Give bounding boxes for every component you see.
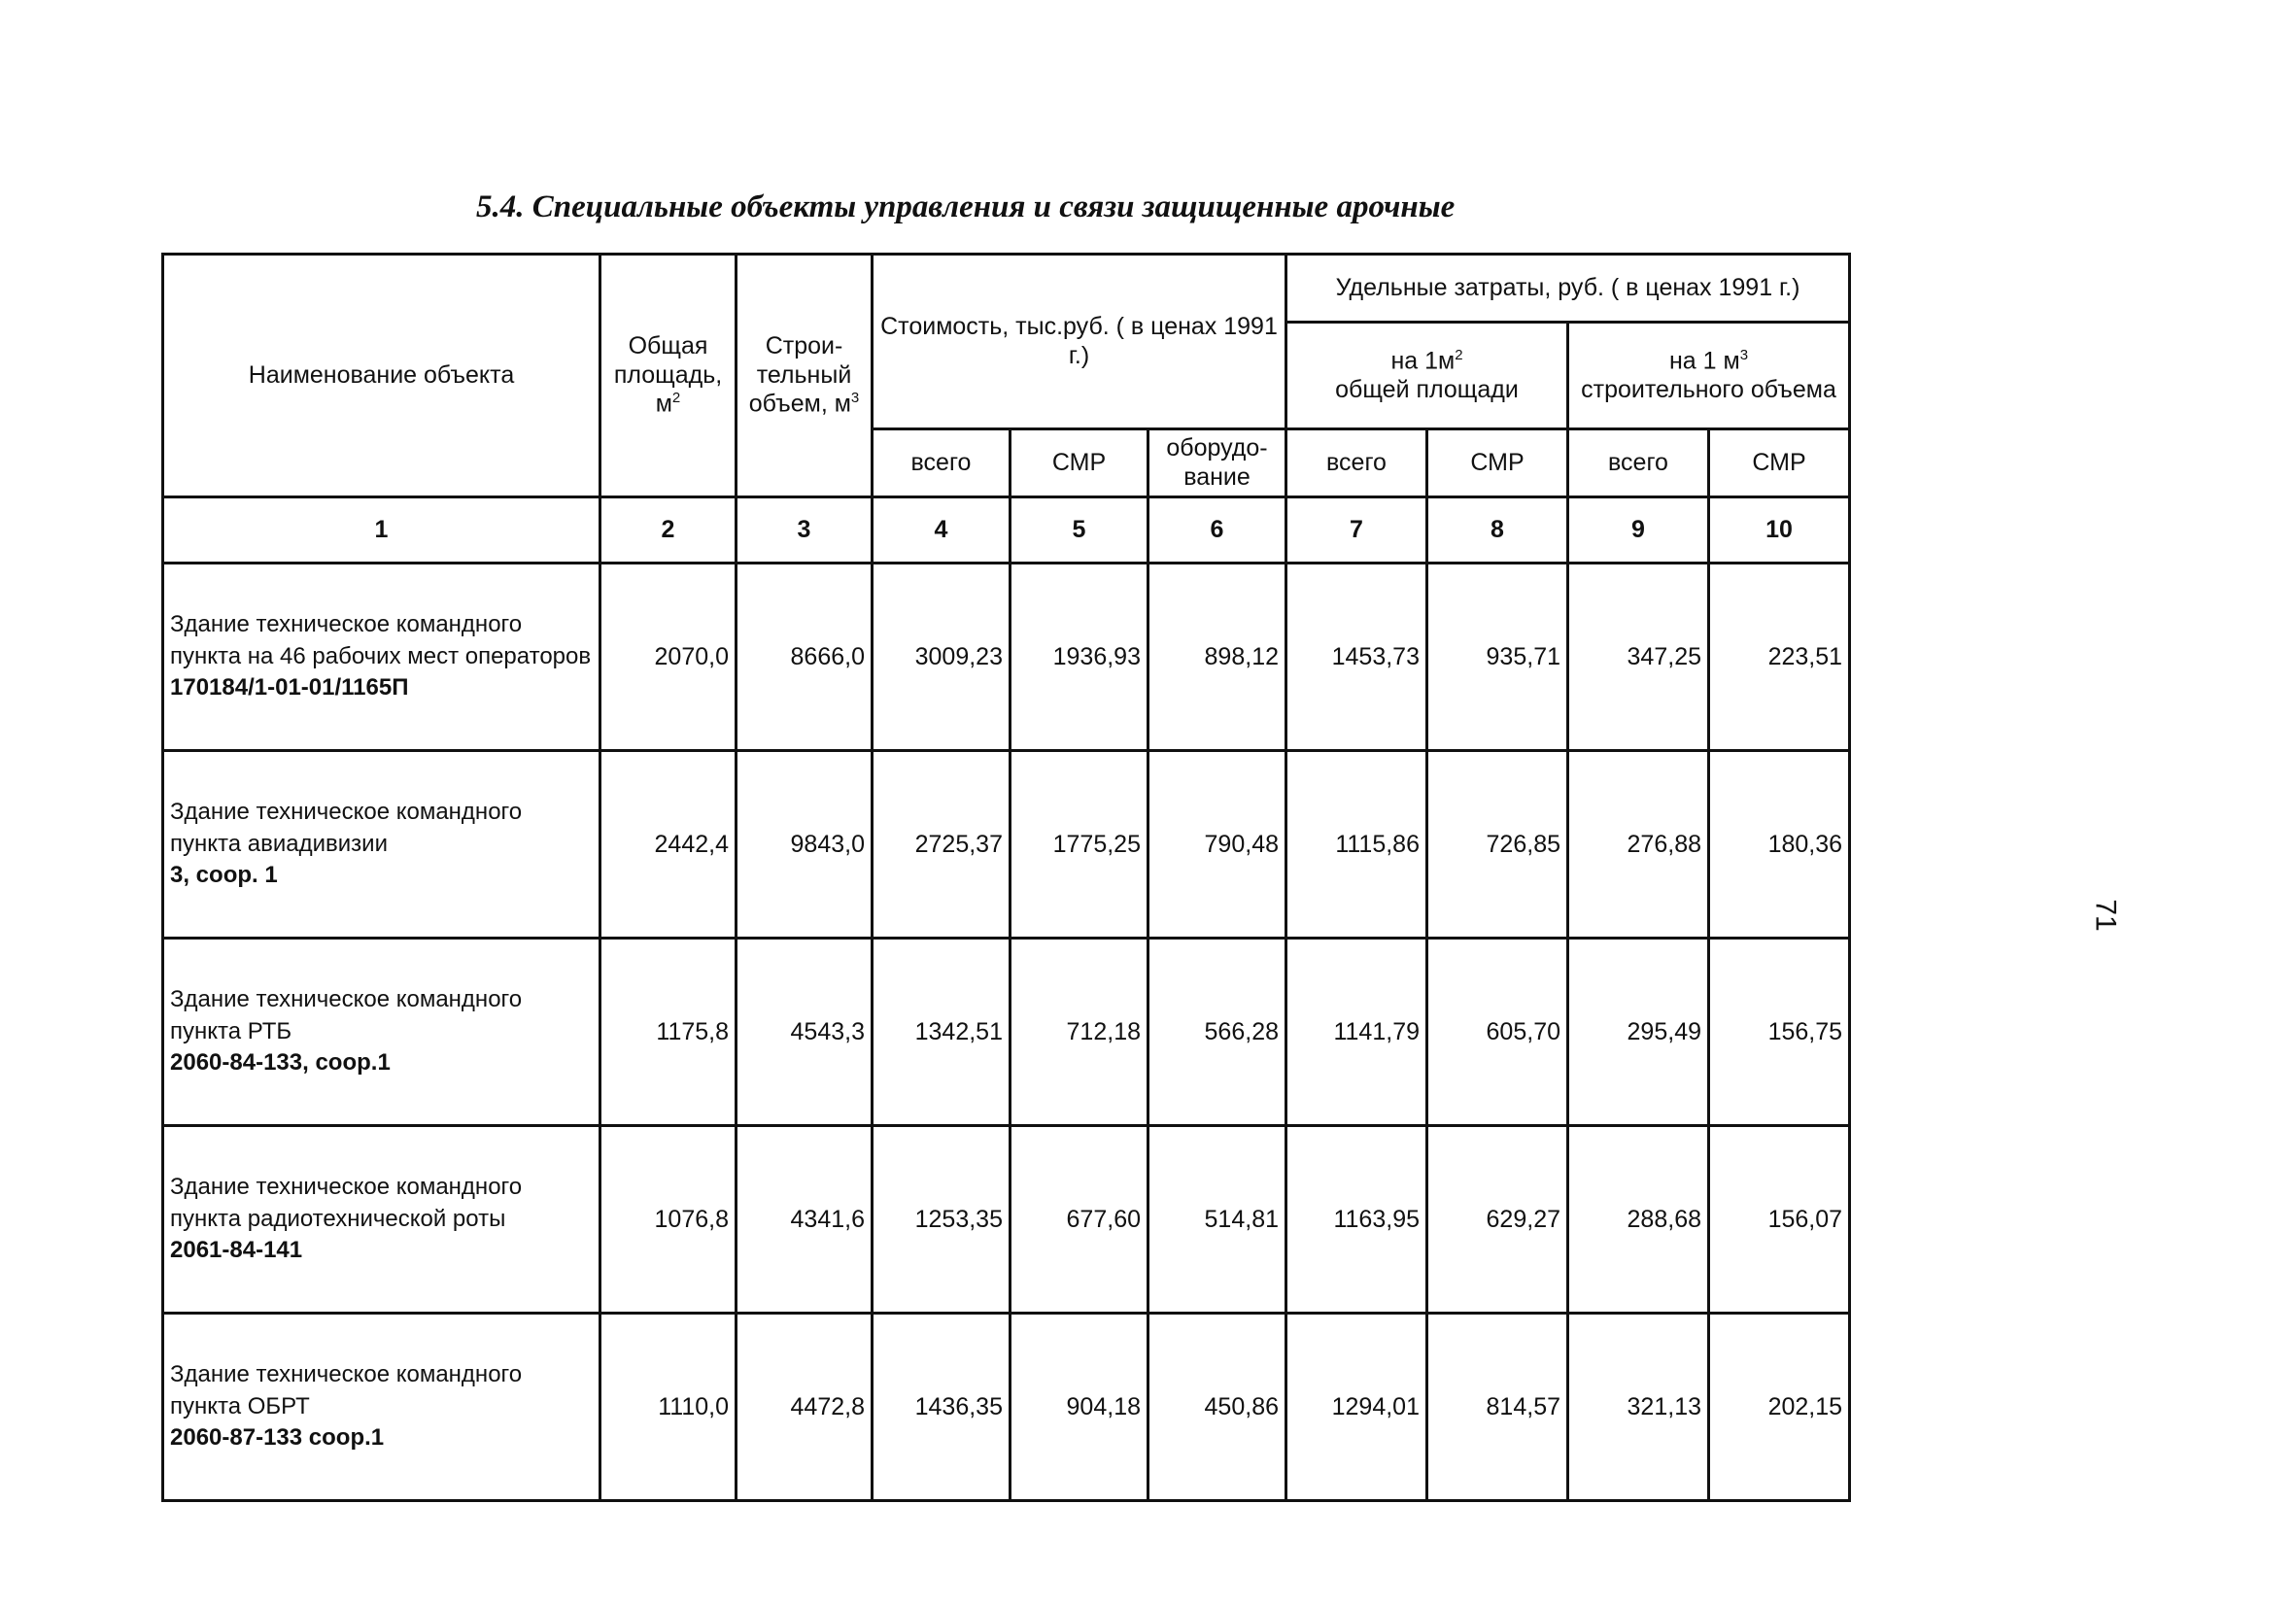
- table-cell: 1453,73: [1286, 564, 1427, 751]
- table-cell: 814,57: [1427, 1314, 1568, 1501]
- table-cell: 288,68: [1568, 1126, 1709, 1314]
- table-cell: 1294,01: [1286, 1314, 1427, 1501]
- table-row: [163, 564, 1850, 751]
- table-row: [163, 1126, 1850, 1314]
- table-cell: 935,71: [1427, 564, 1568, 751]
- table-cell: 3009,23: [873, 564, 1011, 751]
- document-title: 5.4. Специальные объекты управления и связи защищенные арочные: [476, 189, 1456, 224]
- table-cell: 276,88: [1568, 751, 1709, 939]
- header-smr-m3: СМР: [1709, 429, 1850, 497]
- table-row: [163, 939, 1850, 1126]
- table-cell: 1775,25: [1011, 751, 1148, 939]
- table-cell: 450,86: [1148, 1314, 1286, 1501]
- table-cell: 1110,0: [600, 1314, 737, 1501]
- column-number: 5: [1011, 497, 1148, 564]
- header-smr-m2: СМР: [1427, 429, 1568, 497]
- header-specific-group: Удельные затраты, руб. ( в ценах 1991 г.): [1286, 255, 1850, 323]
- table-cell: 2725,37: [873, 751, 1011, 939]
- table-row: [163, 1314, 1850, 1501]
- table-cell: 1163,95: [1286, 1126, 1427, 1314]
- object-name: Здание техническое командного пункта на 46 рабочих мест операторов 170184/1-01-01/1165П: [163, 564, 600, 751]
- table-cell: 712,18: [1011, 939, 1148, 1126]
- table-cell: 726,85: [1427, 751, 1568, 939]
- header-cost-group: Стоимость, тыс.руб. ( в ценах 1991 г.): [873, 255, 1286, 429]
- column-number: 8: [1427, 497, 1568, 564]
- table-cell: 1936,93: [1011, 564, 1148, 751]
- object-name: Здание техническое командного пункта РТБ 2060-84-133, соор.1: [163, 939, 600, 1126]
- table-cell: 202,15: [1709, 1314, 1850, 1501]
- object-name: Здание техническое командного пункта авиадивизии 3, соор. 1: [163, 751, 600, 939]
- object-name: Здание техническое командного пункта радиотехнической роты 2061-84-141: [163, 1126, 600, 1314]
- table-cell: 180,36: [1709, 751, 1850, 939]
- table-cell: 898,12: [1148, 564, 1286, 751]
- table-cell: 321,13: [1568, 1314, 1709, 1501]
- table-cell: 2070,0: [600, 564, 737, 751]
- table-cell: 1115,86: [1286, 751, 1427, 939]
- cost-table: [161, 253, 1851, 1502]
- table-cell: 514,81: [1148, 1126, 1286, 1314]
- header-total-m2: всего: [1286, 429, 1427, 497]
- header-total: всего: [873, 429, 1011, 497]
- table-cell: 1436,35: [873, 1314, 1011, 1501]
- column-number: 10: [1709, 497, 1850, 564]
- column-number: 3: [737, 497, 873, 564]
- table-cell: 1175,8: [600, 939, 737, 1126]
- column-number: 9: [1568, 497, 1709, 564]
- table-cell: 1141,79: [1286, 939, 1427, 1126]
- header-area: Общая площадь, $м^2$: [600, 255, 737, 497]
- header-name: Наименование объекта: [163, 255, 600, 497]
- table-cell: 566,28: [1148, 939, 1286, 1126]
- header-smr: СМР: [1011, 429, 1148, 497]
- page-number: 71: [2089, 899, 2122, 932]
- table-cell: 605,70: [1427, 939, 1568, 1126]
- table-cell: 8666,0: [737, 564, 873, 751]
- object-name: Здание техническое командного пункта ОБРТ 2060-87-133 соор.1: [163, 1314, 600, 1501]
- header-per-m3: на 1 $м^3$ строительного объема: [1568, 323, 1850, 429]
- column-number: 7: [1286, 497, 1427, 564]
- table-cell: 9843,0: [737, 751, 873, 939]
- table-cell: 347,25: [1568, 564, 1709, 751]
- table-cell: 1342,51: [873, 939, 1011, 1126]
- table-cell: 4543,3: [737, 939, 873, 1126]
- header-per-m2: на $1м^2$ общей площади: [1286, 323, 1568, 429]
- table-cell: 295,49: [1568, 939, 1709, 1126]
- table-cell: 4472,8: [737, 1314, 873, 1501]
- table-cell: 1076,8: [600, 1126, 737, 1314]
- table-cell: 1253,35: [873, 1126, 1011, 1314]
- table-cell: 156,07: [1709, 1126, 1850, 1314]
- column-number: 2: [600, 497, 737, 564]
- header-volume: Строи-тельный объем, $м^3$: [737, 255, 873, 497]
- table-cell: 2442,4: [600, 751, 737, 939]
- header-total-m3: всего: [1568, 429, 1709, 497]
- table-cell: 677,60: [1011, 1126, 1148, 1314]
- table-cell: 156,75: [1709, 939, 1850, 1126]
- table-cell: 904,18: [1011, 1314, 1148, 1501]
- column-number: 6: [1148, 497, 1286, 564]
- table-row: [163, 751, 1850, 939]
- table-cell: 790,48: [1148, 751, 1286, 939]
- column-number: 1: [163, 497, 600, 564]
- header-equipment: оборудо-вание: [1148, 429, 1286, 497]
- table-cell: 223,51: [1709, 564, 1850, 751]
- table-cell: 629,27: [1427, 1126, 1568, 1314]
- column-number: 4: [873, 497, 1011, 564]
- table-cell: 4341,6: [737, 1126, 873, 1314]
